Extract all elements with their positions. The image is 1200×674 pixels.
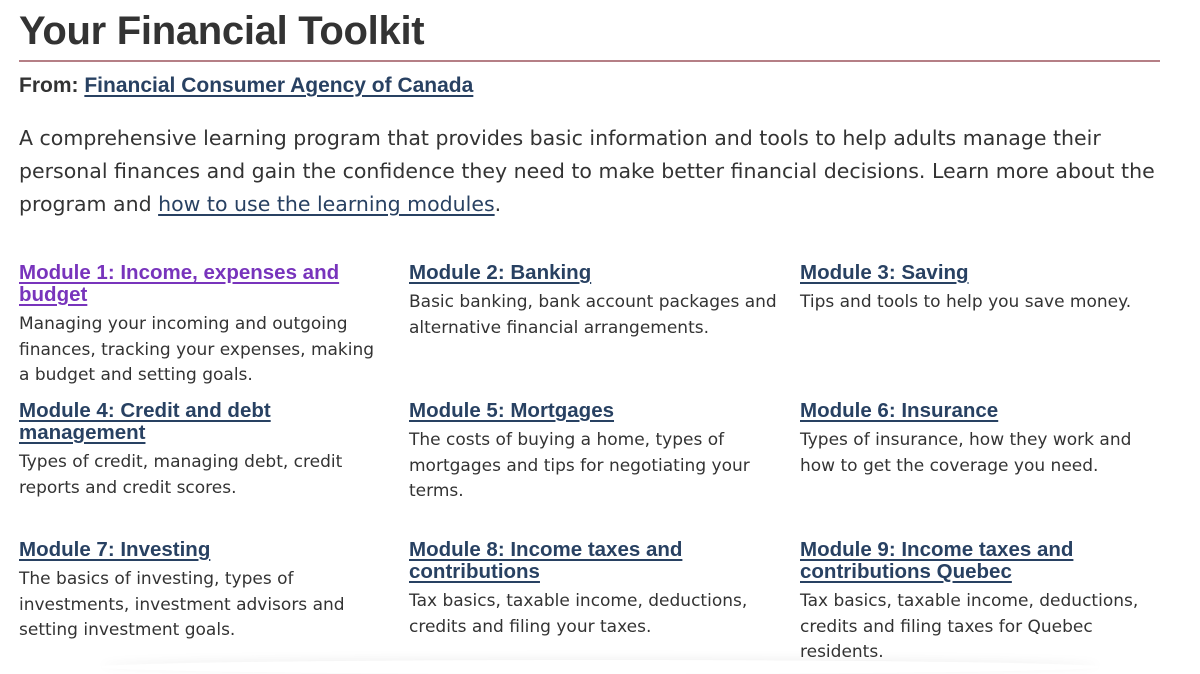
module-card-3 — [800, 262, 1170, 316]
module-6-link[interactable]: Module 6: Insurance — [800, 399, 999, 422]
module-4-description: Types of credit, managing debt, credit reports and credit scores. — [19, 452, 343, 498]
module-1-link[interactable]: Module 1: Income, expenses and budget — [19, 261, 340, 306]
module-card-4 — [19, 400, 389, 501]
module-5-description: The costs of buying a home, types of mortgages and tips for negotiating your terms. — [409, 430, 750, 501]
page-title: Your Financial Toolkit — [19, 9, 425, 53]
module-card-8 — [409, 539, 779, 640]
module-8-description: Tax basics, taxable income, deductions, credits and filing your taxes. — [409, 591, 748, 637]
intro-paragraph — [19, 122, 1160, 221]
module-3-link[interactable]: Module 3: Saving — [800, 261, 969, 284]
module-card-2 — [409, 262, 779, 341]
module-8-link[interactable]: Module 8: Income taxes and contributions — [409, 538, 683, 583]
title-divider — [19, 60, 1160, 62]
intro-end: . — [494, 192, 502, 216]
module-card-1 — [19, 262, 389, 389]
from-label: From: — [19, 74, 79, 97]
module-card-5 — [409, 400, 779, 505]
module-3-description: Tips and tools to help you save money. — [800, 292, 1132, 312]
how-to-use-link[interactable]: how to use the learning modules — [158, 192, 495, 216]
module-2-description: Basic banking, bank account packages and alternative financial arrangements. — [409, 292, 777, 338]
bottom-shadow-decoration — [100, 660, 1100, 674]
module-card-6 — [800, 400, 1170, 479]
module-7-link[interactable]: Module 7: Investing — [19, 538, 211, 561]
module-6-description: Types of insurance, how they work and how to get the coverage you need. — [800, 430, 1132, 476]
source-agency-link[interactable]: Financial Consumer Agency of Canada — [84, 74, 474, 97]
module-1-description: Managing your incoming and outgoing finances, tracking your expenses, making a budget and setting goals. — [19, 314, 375, 385]
module-4-link[interactable]: Module 4: Credit and debt management — [19, 399, 271, 444]
module-2-link[interactable]: Module 2: Banking — [409, 261, 592, 284]
module-5-link[interactable]: Module 5: Mortgages — [409, 399, 615, 422]
source-line — [19, 73, 1160, 99]
module-7-description: The basics of investing, types of investments, investment advisors and setting investment goals. — [19, 569, 345, 640]
module-9-link[interactable]: Module 9: Income taxes and contributions Quebec — [800, 538, 1074, 583]
page-content — [19, 0, 1160, 662]
module-card-7 — [19, 539, 389, 644]
module-9-description: Tax basics, taxable income, deductions, credits and filing taxes for Quebec residents. — [800, 591, 1139, 662]
module-card-9 — [800, 539, 1170, 666]
intro-text: A comprehensive learning program that provides basic information and tools to help adults manage their personal finances and gain the confidence they need to make better financial decisions. Learn more about the program and — [19, 126, 1155, 216]
